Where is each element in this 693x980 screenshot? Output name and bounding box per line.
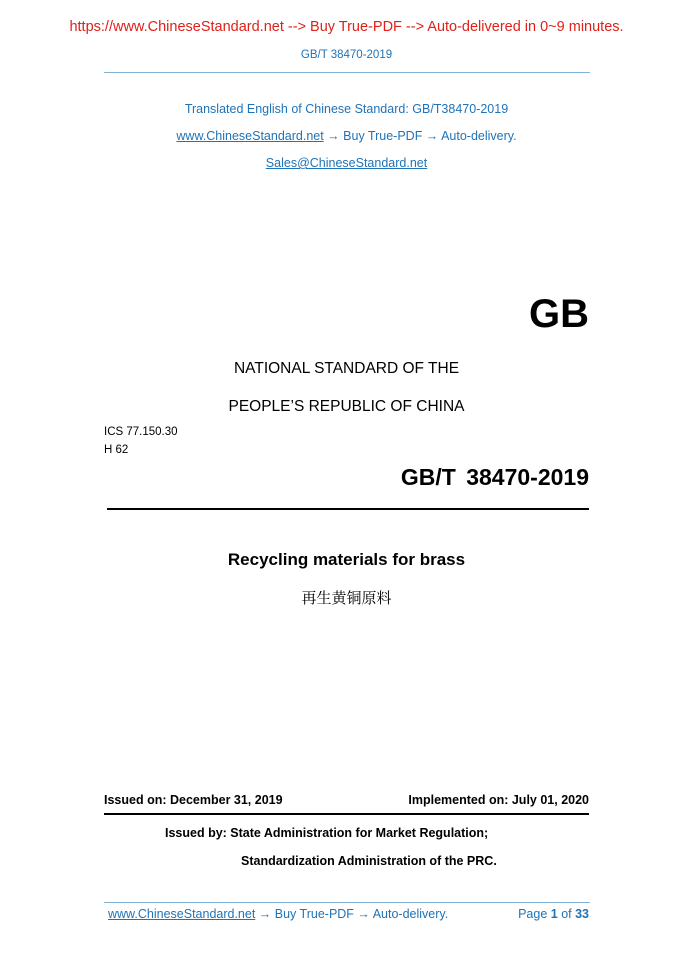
ccs-code: H 62 bbox=[104, 444, 129, 456]
title-chinese: 再生黄铜原料 bbox=[301, 589, 392, 607]
implemented-date: Implemented on: July 01, 2020 bbox=[408, 793, 589, 807]
national-standard-line1: NATIONAL STANDARD OF THE bbox=[233, 360, 460, 377]
footer-divider bbox=[104, 902, 590, 903]
title-divider bbox=[107, 508, 589, 510]
page-current: 1 bbox=[550, 907, 558, 921]
header-standard-code: GB/T 38470-2019 bbox=[300, 49, 393, 61]
footer-purchase bbox=[108, 907, 448, 921]
header-divider bbox=[104, 72, 590, 73]
email-line bbox=[0, 156, 693, 170]
issued-by-line1: Issued by: State Administration for Market Regulation; bbox=[165, 826, 489, 840]
page-total: 33 bbox=[575, 907, 589, 921]
standard-number: GB/T 38470-2019 bbox=[400, 464, 589, 490]
national-standard-line2: PEOPLE’S REPUBLIC OF CHINA bbox=[228, 398, 465, 415]
ics-code: ICS 77.150.30 bbox=[104, 426, 178, 438]
dates-divider bbox=[104, 813, 589, 815]
footer-purchase-text: → Buy True-PDF → Auto-delivery. bbox=[255, 907, 449, 921]
purchase-line bbox=[0, 129, 693, 143]
purchase-text: → Buy True-PDF → Auto-delivery. bbox=[323, 129, 517, 143]
page-label: Page bbox=[518, 907, 551, 921]
page-number bbox=[518, 907, 589, 921]
gb-mark: GB bbox=[529, 292, 589, 336]
footer-website-link[interactable]: www.ChineseStandard.net bbox=[108, 907, 256, 921]
title-english: Recycling materials for brass bbox=[227, 550, 466, 569]
top-banner[interactable]: https://www.ChineseStandard.net --> Buy True-PDF --> Auto-delivered in 0~9 minutes. bbox=[69, 19, 624, 35]
issued-date: Issued on: December 31, 2019 bbox=[104, 793, 283, 807]
page-of: of bbox=[557, 907, 576, 921]
translation-line: Translated English of Chinese Standard: GB/T38470-2019 bbox=[184, 102, 509, 116]
website-link[interactable]: www.ChineseStandard.net bbox=[176, 129, 324, 143]
issued-by-line2: Standardization Administration of the PRC. bbox=[241, 854, 497, 868]
sales-email-link[interactable]: Sales@ChineseStandard.net bbox=[265, 156, 428, 170]
